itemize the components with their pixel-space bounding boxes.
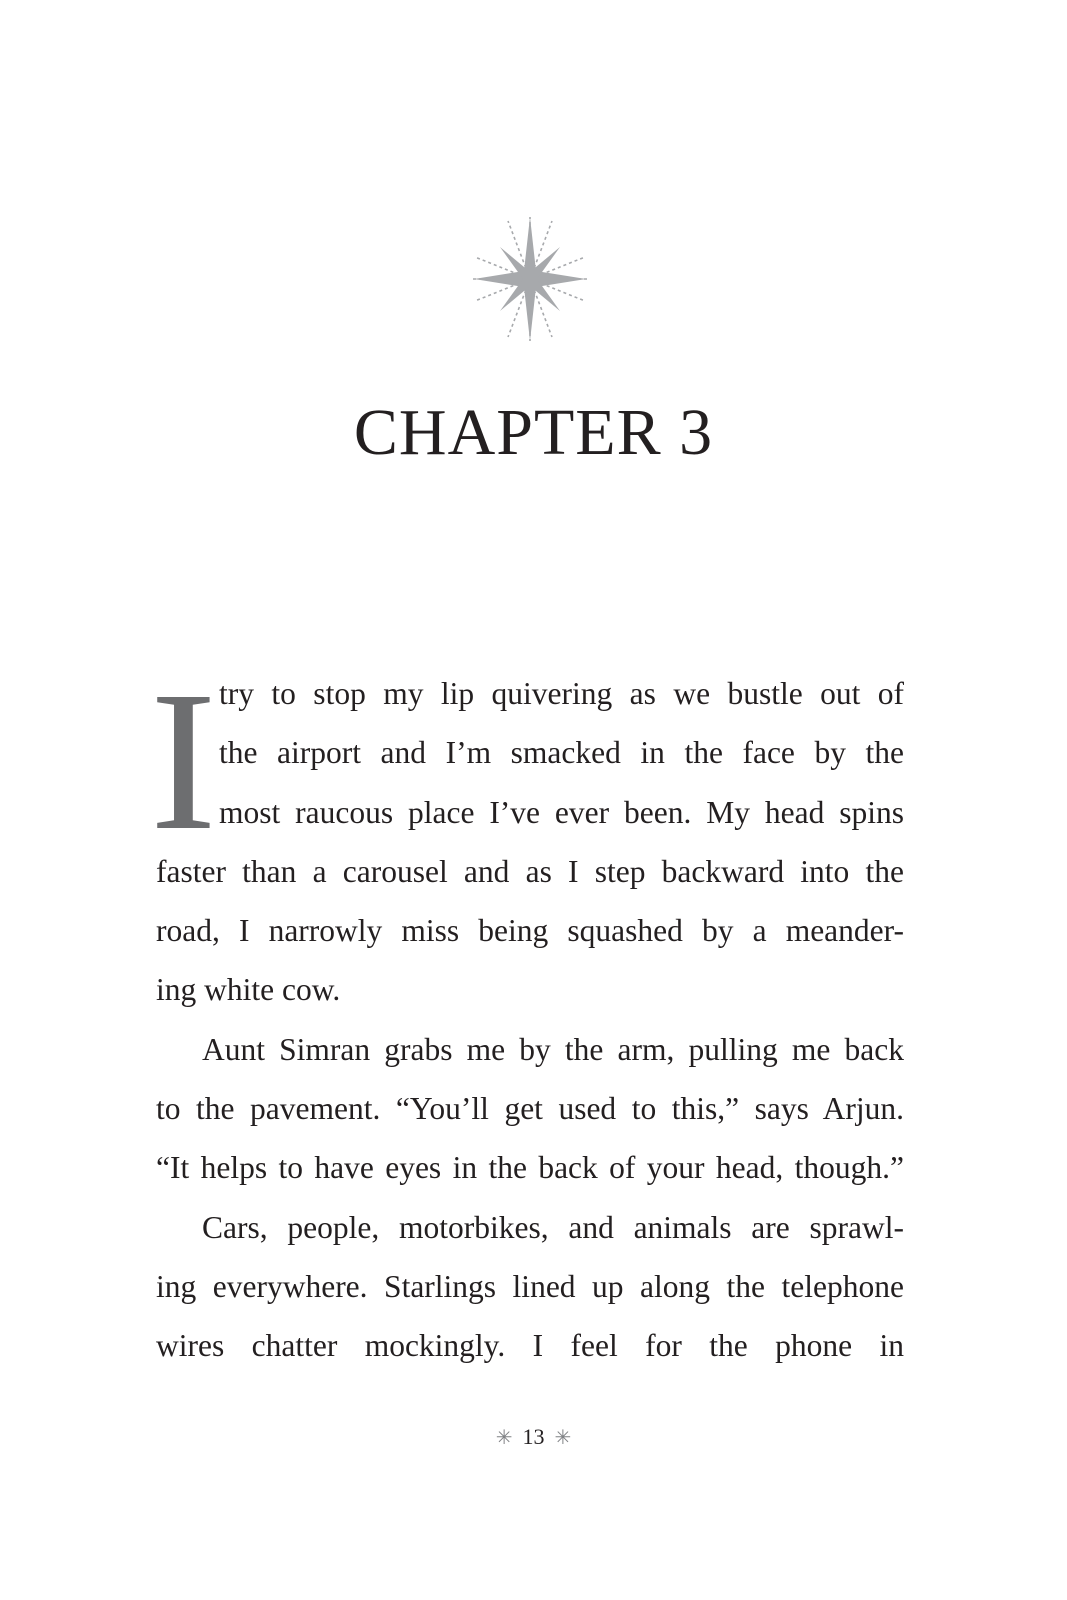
- compass-star-icon: [470, 215, 590, 343]
- text-line: faster than a carousel and as I step backward into the: [156, 853, 904, 889]
- asterisk-icon: ✳: [495, 1427, 513, 1449]
- text-line: ing everywhere. Starlings lined up along the telephone: [156, 1268, 904, 1304]
- text-line: the airport and I’m smacked in the face by the: [219, 735, 904, 771]
- text-line: “It helps to have eyes in the back of your head, though.”: [156, 1150, 904, 1186]
- asterisk-icon: ✳: [554, 1427, 572, 1449]
- text-line: Aunt Simran grabs me by the arm, pulling me back: [202, 1031, 904, 1067]
- text-line: road, I narrowly miss being squashed by a meander-: [156, 913, 904, 949]
- text-line: to the pavement. “You’ll get used to this,” says Arjun.: [156, 1091, 904, 1127]
- text-line: most raucous place I’ve ever been. My head spins: [219, 794, 904, 830]
- text-line: wires chatter mockingly. I feel for the phone in: [156, 1328, 904, 1364]
- chapter-title: CHAPTER 3: [353, 396, 714, 469]
- text-line: try to stop my lip quivering as we bustle out of: [219, 676, 904, 711]
- drop-cap: I: [150, 651, 217, 872]
- text-line: ing white cow.: [156, 972, 341, 1008]
- page-footer: [0, 1424, 1067, 1450]
- body-text: [156, 664, 904, 1376]
- text-line: Cars, people, motorbikes, and animals are sprawl-: [202, 1209, 904, 1245]
- page-number: 13: [522, 1424, 545, 1449]
